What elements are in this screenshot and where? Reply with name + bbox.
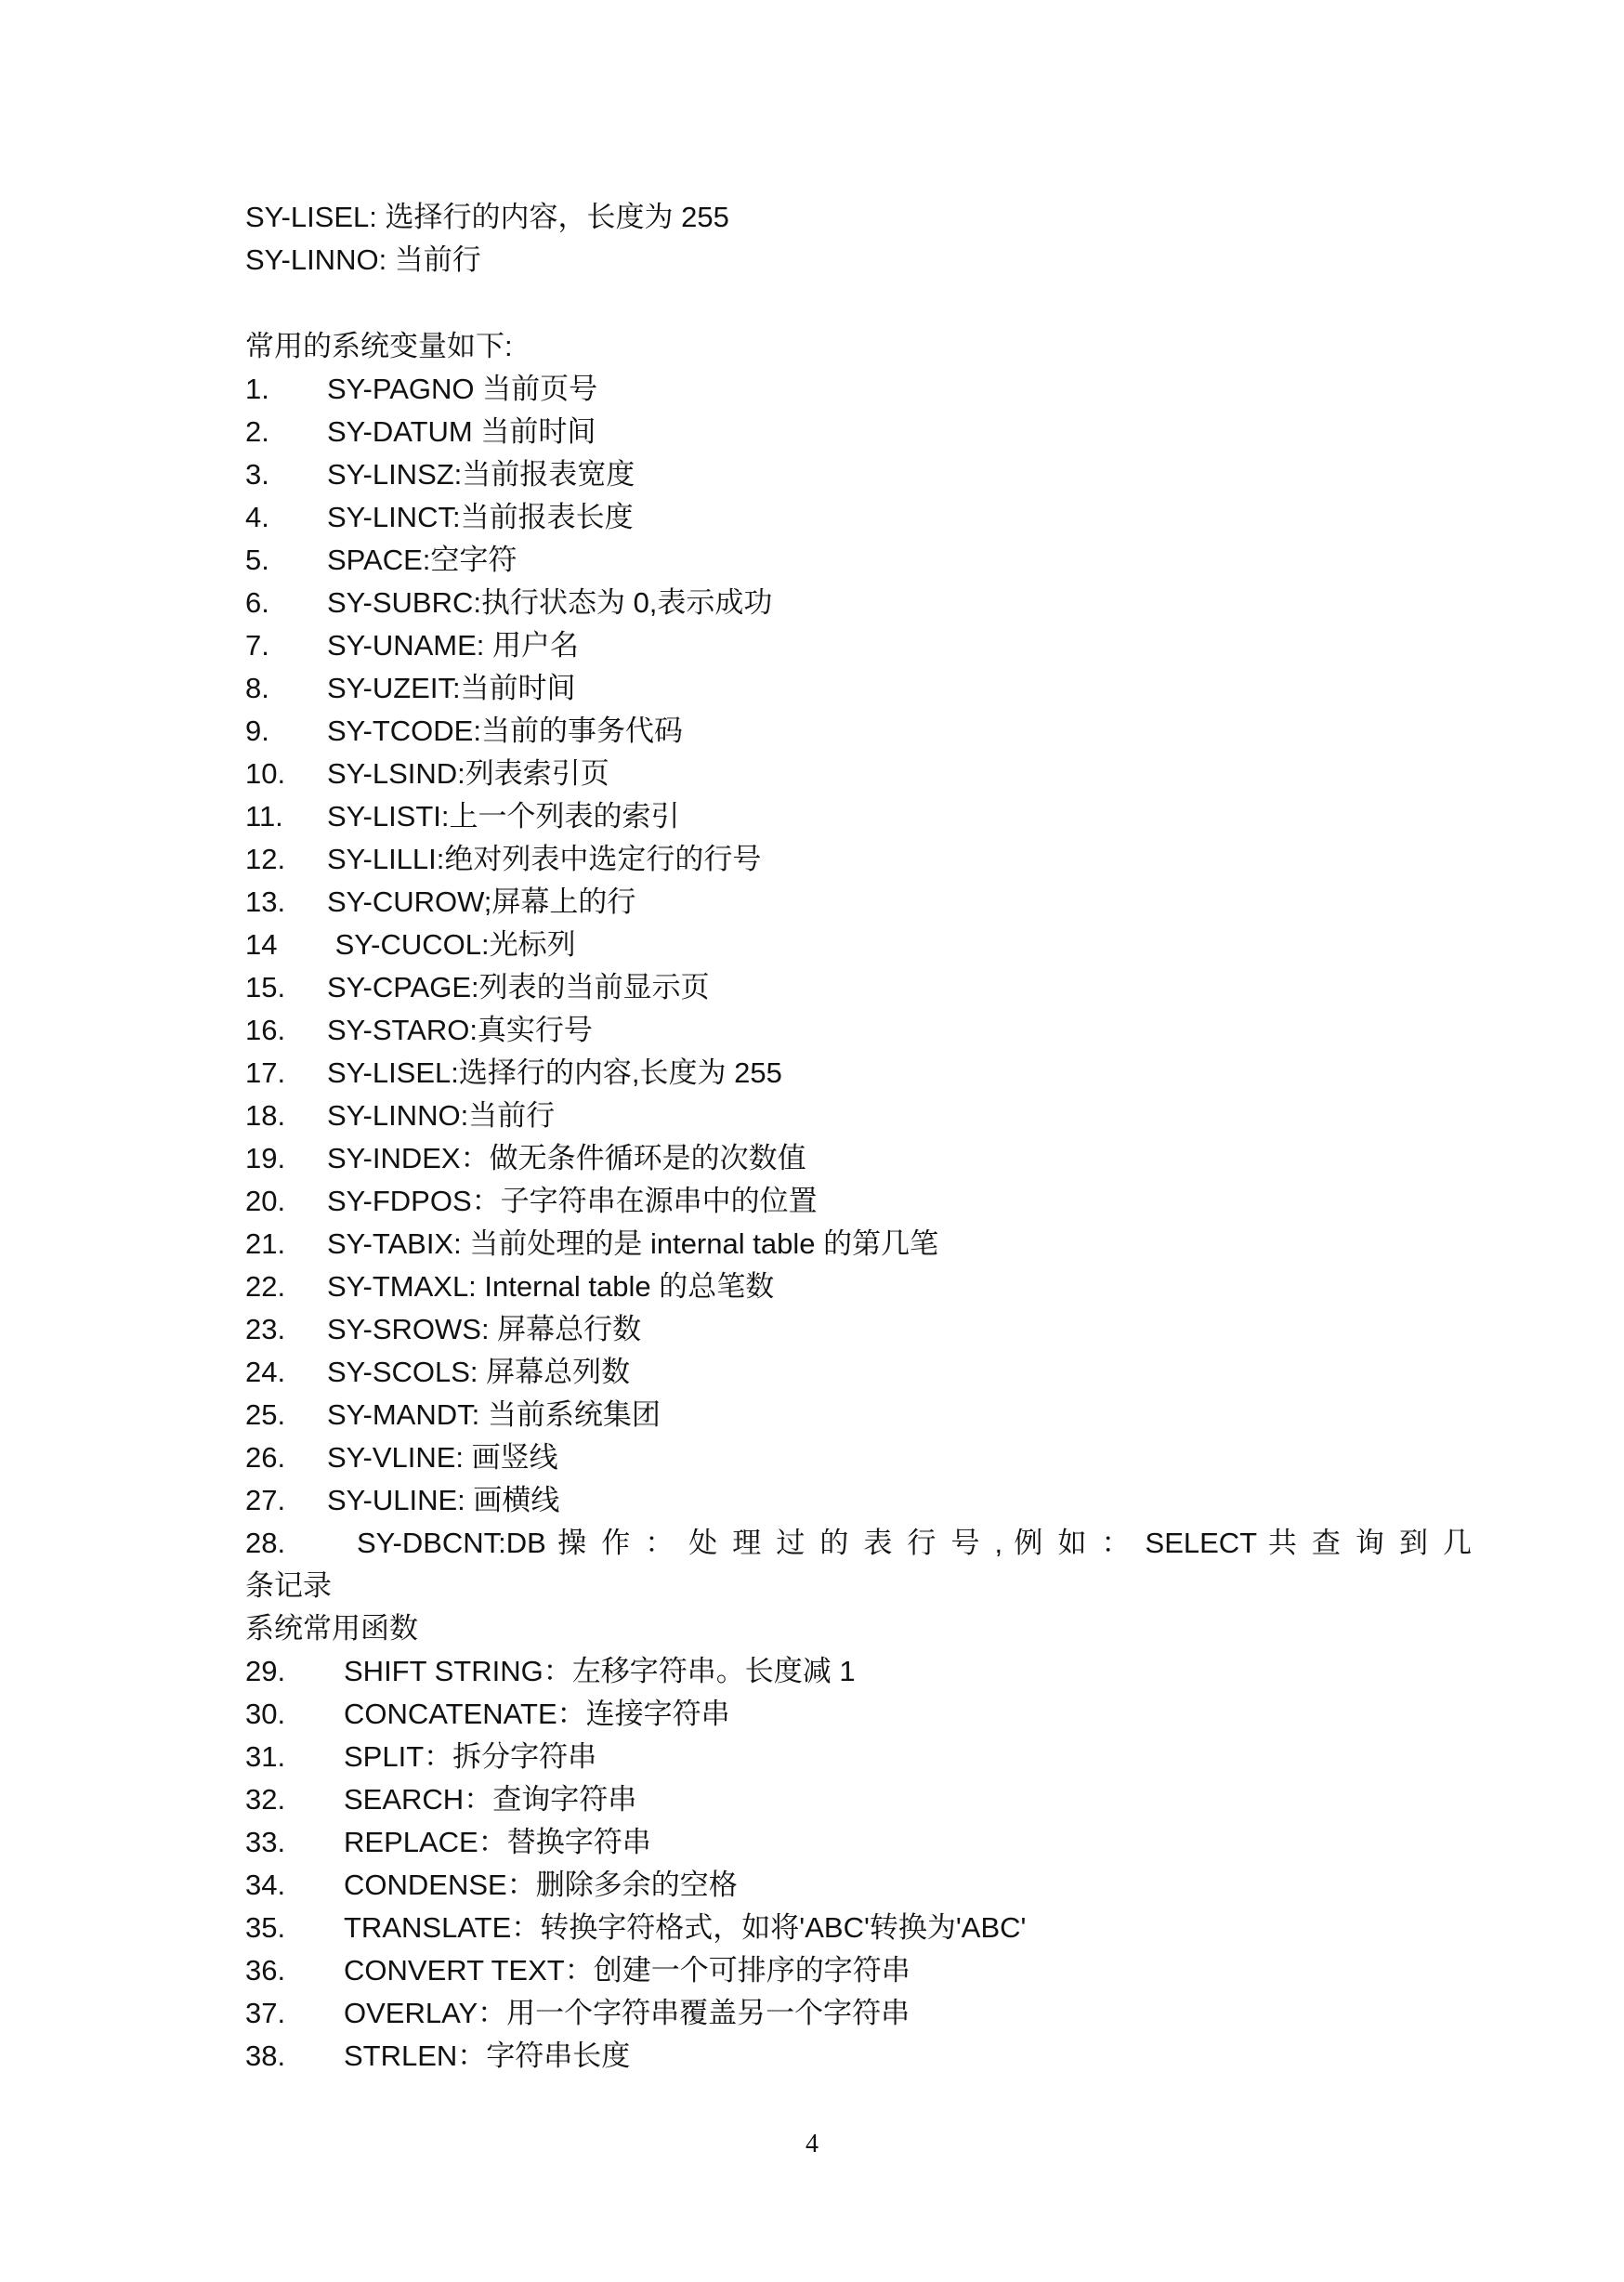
list-item-number: 6. bbox=[245, 586, 269, 619]
list-item bbox=[245, 1907, 1026, 1949]
list-item-number: 36. bbox=[245, 1954, 286, 1987]
list-item-number: 32. bbox=[245, 1783, 286, 1816]
list-item-number: 27. bbox=[245, 1484, 286, 1516]
list-item-text: SY-LINCT:当前报表长度 bbox=[327, 501, 634, 533]
list-item-number: 12. bbox=[245, 843, 286, 875]
list-item-text: CONVERT TEXT：创建一个可排序的字符串 bbox=[344, 1954, 910, 1987]
list-item-text: SY-CUCOL:光标列 bbox=[327, 928, 576, 961]
list-item bbox=[245, 1821, 651, 1864]
list-item-number: 19. bbox=[245, 1142, 286, 1174]
list-item bbox=[245, 1436, 558, 1479]
list-item-text: SY-LINNO:当前行 bbox=[327, 1099, 556, 1132]
section-heading-functions: 系统常用函数 bbox=[245, 1612, 418, 1645]
list-item-continuation: 条记录 bbox=[245, 1569, 332, 1602]
list-item-text: REPLACE：替换字符串 bbox=[344, 1826, 651, 1858]
list-item-number: 15. bbox=[245, 971, 286, 1003]
list-item bbox=[245, 667, 576, 710]
list-item-text: SEARCH：查询字符串 bbox=[344, 1783, 637, 1816]
list-item-number: 33. bbox=[245, 1826, 286, 1858]
section-heading-system-variables: 常用的系统变量如下: bbox=[245, 330, 513, 362]
list-item bbox=[245, 624, 579, 667]
list-item-number: 7. bbox=[245, 629, 269, 662]
list-item-text: SY-LISEL:选择行的内容,长度为 255 bbox=[327, 1056, 782, 1089]
list-item bbox=[245, 795, 680, 838]
list-item bbox=[245, 1052, 782, 1095]
list-item-text: SY-TCODE:当前的事务代码 bbox=[327, 715, 683, 747]
list-item bbox=[245, 1864, 738, 1907]
list-item-text: CONCATENATE：连接字符串 bbox=[344, 1698, 730, 1730]
list-item-number: 11. bbox=[245, 800, 283, 833]
list-item-text: SPLIT：拆分字符串 bbox=[344, 1740, 597, 1773]
page-number: 4 bbox=[805, 2130, 819, 2158]
list-item-number: 21. bbox=[245, 1227, 286, 1260]
list-item-number: 10. bbox=[245, 757, 286, 790]
list-item-number: 18. bbox=[245, 1099, 286, 1132]
list-item-number: 22. bbox=[245, 1270, 286, 1303]
list-item-text: SY-UNAME: 用户名 bbox=[327, 629, 580, 662]
list-item-number: 5. bbox=[245, 544, 269, 576]
list-item-number: 13. bbox=[245, 885, 286, 918]
list-item-number: 3. bbox=[245, 458, 269, 491]
list-item-number: 2. bbox=[245, 415, 269, 448]
list-item-text: SY-SROWS: 屏幕总行数 bbox=[327, 1313, 642, 1345]
list-item-text: SHIFT STRING：左移字符串。长度减 1 bbox=[344, 1655, 856, 1687]
list-item bbox=[245, 1949, 910, 1992]
list-item-number: 30. bbox=[245, 1698, 286, 1730]
list-item bbox=[245, 1180, 818, 1223]
list-item bbox=[245, 924, 576, 966]
list-item-text: SY-VLINE: 画竖线 bbox=[327, 1441, 558, 1474]
list-item bbox=[245, 1095, 555, 1137]
list-item bbox=[245, 1992, 910, 2035]
list-item bbox=[245, 1308, 641, 1351]
list-item-text: SPACE:空字符 bbox=[327, 544, 517, 576]
intro-line-linno: SY-LINNO: 当前行 bbox=[245, 243, 481, 276]
list-item bbox=[245, 2035, 630, 2078]
list-item-text: OVERLAY：用一个字符串覆盖另一个字符串 bbox=[344, 1997, 910, 2029]
list-item-number: 23. bbox=[245, 1313, 286, 1345]
list-item-text: SY-DBCNT:DB 操 作 ： 处 理 过 的 表 行 号 , 例 如 ： SELECT 共 查 询 到 几 bbox=[357, 1527, 1472, 1559]
list-item bbox=[245, 1736, 596, 1778]
list-item-number: 38. bbox=[245, 2039, 286, 2072]
list-item-number: 28. bbox=[245, 1527, 286, 1559]
list-item-number: 25. bbox=[245, 1398, 286, 1431]
list-item bbox=[245, 1351, 630, 1394]
list-item bbox=[245, 1693, 730, 1736]
list-item-number: 1. bbox=[245, 373, 269, 405]
list-item bbox=[245, 966, 710, 1009]
list-item-number: 37. bbox=[245, 1997, 286, 2029]
list-item-text: SY-CUROW;屏幕上的行 bbox=[327, 885, 636, 918]
list-item-number: 9. bbox=[245, 715, 269, 747]
list-item bbox=[245, 411, 596, 453]
list-item-text: SY-LISTI:上一个列表的索引 bbox=[327, 800, 680, 833]
list-item-number: 35. bbox=[245, 1911, 286, 1944]
list-item-number: 31. bbox=[245, 1740, 286, 1773]
list-item bbox=[245, 753, 609, 795]
list-item-number: 14 bbox=[245, 928, 278, 961]
list-item-text: SY-TMAXL: Internal table 的总笔数 bbox=[327, 1270, 775, 1303]
list-item-text: SY-DATUM 当前时间 bbox=[327, 415, 596, 448]
list-item-number: 24. bbox=[245, 1356, 286, 1388]
list-item bbox=[245, 1394, 661, 1436]
list-item-number: 20. bbox=[245, 1185, 286, 1217]
list-item-text: SY-ULINE: 画横线 bbox=[327, 1484, 560, 1516]
list-item-text: SY-UZEIT:当前时间 bbox=[327, 672, 576, 704]
list-item bbox=[245, 496, 634, 539]
list-item-text: TRANSLATE：转换字符格式，如将'ABC'转换为'ABC' bbox=[344, 1911, 1027, 1944]
list-item bbox=[245, 582, 772, 624]
list-item-text: SY-SUBRC:执行状态为 0,表示成功 bbox=[327, 586, 773, 619]
list-item-text: SY-CPAGE:列表的当前显示页 bbox=[327, 971, 710, 1003]
list-item-number: 16. bbox=[245, 1014, 286, 1046]
list-item bbox=[245, 1223, 938, 1266]
list-item bbox=[245, 1137, 806, 1180]
list-item-number: 26. bbox=[245, 1441, 286, 1474]
list-item bbox=[245, 368, 597, 411]
list-item bbox=[245, 539, 517, 582]
list-item-text: CONDENSE：删除多余的空格 bbox=[344, 1869, 738, 1901]
list-item-text: SY-LILLI:绝对列表中选定行的行号 bbox=[327, 843, 762, 875]
list-item bbox=[245, 881, 635, 924]
list-item-text: SY-INDEX：做无条件循环是的次数值 bbox=[327, 1142, 806, 1174]
list-item-number: 4. bbox=[245, 501, 269, 533]
list-item bbox=[245, 1650, 856, 1693]
list-item-number: 34. bbox=[245, 1869, 286, 1901]
list-item bbox=[245, 838, 761, 881]
list-item bbox=[245, 1266, 774, 1308]
list-item bbox=[245, 1479, 559, 1522]
list-item-dbcnt bbox=[245, 1522, 1472, 1565]
list-item-text: SY-LINSZ:当前报表宽度 bbox=[327, 458, 635, 491]
list-item-text: SY-LSIND:列表索引页 bbox=[327, 757, 609, 790]
list-item-number: 8. bbox=[245, 672, 269, 704]
list-item bbox=[245, 453, 635, 496]
list-item-text: STRLEN：字符串长度 bbox=[344, 2039, 631, 2072]
list-item-number: 29. bbox=[245, 1655, 286, 1687]
list-item-text: SY-STARO:真实行号 bbox=[327, 1014, 593, 1046]
list-item-number: 17. bbox=[245, 1056, 286, 1089]
list-item-text: SY-TABIX: 当前处理的是 internal table 的第几笔 bbox=[327, 1227, 939, 1260]
list-item bbox=[245, 1009, 593, 1052]
list-item bbox=[245, 710, 683, 753]
list-item-text: SY-FDPOS：子字符串在源串中的位置 bbox=[327, 1185, 818, 1217]
list-item bbox=[245, 1778, 636, 1821]
list-item-text: SY-PAGNO 当前页号 bbox=[327, 373, 598, 405]
list-item-text: SY-SCOLS: 屏幕总列数 bbox=[327, 1356, 631, 1388]
list-item-text: SY-MANDT: 当前系统集团 bbox=[327, 1398, 661, 1431]
intro-line-lisel: SY-LISEL: 选择行的内容，长度为 255 bbox=[245, 201, 729, 233]
